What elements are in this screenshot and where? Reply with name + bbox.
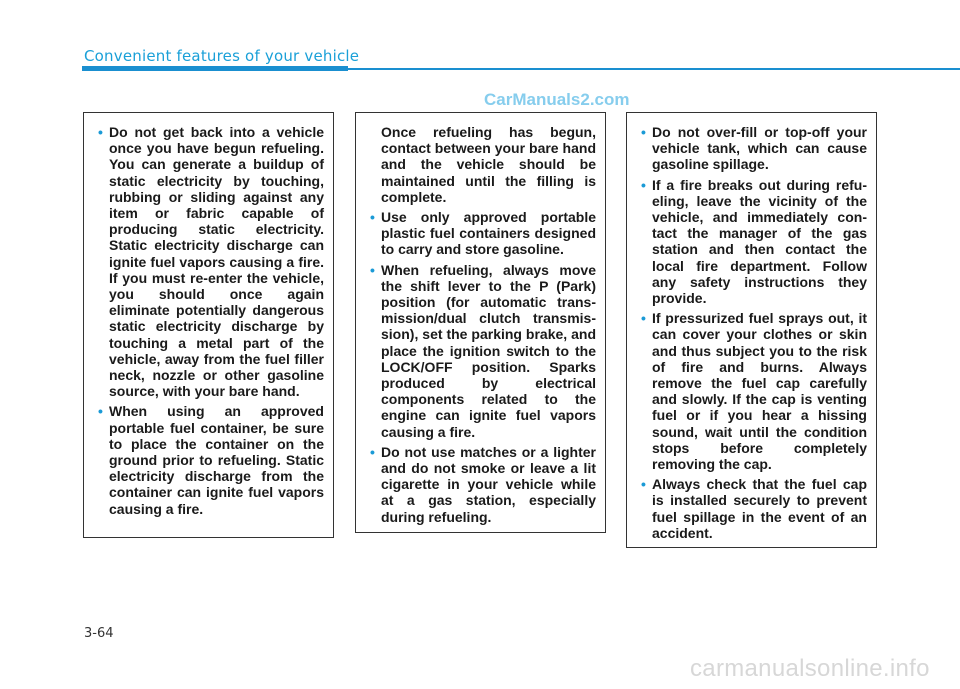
warning-item: • Do not get back into a vehicle once you have begun refueling. You can generate a buildup of static electricity by touching, rubbing or sliding against any item or fabric capable of producing static electricity. Static electricity discharge can ignite fuel vapors causing a fire. If you must re-enter the vehicle, you should once again eliminate potentially dangerous static electricity discharge by touching a metal part of the vehicle, away from the fuel filler neck, nozzle or other gasoline source, with your bare hand.	[98, 124, 324, 399]
warning-item: • Do not over-fill or top-off your vehicle tank, which can cause gasoline spillage.	[641, 124, 867, 173]
warning-item: • When using an approved portable fuel container, be sure to place the container on the ground prior to refueling. Static electricity discharge from the container can ignite fuel vapors causing a fire.	[98, 403, 324, 516]
watermark-footer: carmanualsonline.info	[690, 655, 930, 682]
watermark-logo-top: CarManuals2.com	[484, 90, 630, 109]
page-number: 3-64	[84, 626, 114, 641]
section-title: Convenient features of your vehicle	[84, 47, 360, 65]
warning-item: • Do not use matches or a lighter and do not smoke or leave a lit cigarette in your vehicle while at a gas station, especially during refueling.	[370, 444, 596, 525]
warning-item-continuation: Once refueling has begun, contact between your bare hand and the vehicle should be maintained until the filling is complete.	[381, 124, 596, 205]
warning-box-left	[83, 112, 334, 538]
warning-item: • Use only approved portable plastic fuel containers designed to carry and store gasoline.	[370, 209, 596, 258]
warning-item: • When refueling, always move the shift lever to the P (Park) position (for automatic transmission/dual clutch transmission), set the parking brake, and place the ignition switch to the LOCK/OFF position. Sparks produced by electrical components related to the engine can ignite fuel vapors causing a fire.	[370, 262, 596, 440]
warning-box-middle	[355, 112, 606, 533]
section-divider-line	[348, 68, 960, 70]
warning-item: • If pressurized fuel sprays out, it can cover your clothes or skin and thus subject you to the risk of fire and burns. Always remove the fuel cap carefully and slowly. If the cap is venting fuel or if you hear a hissing sound, wait until the condition stops before completely removing the cap.	[641, 310, 867, 472]
section-title-bar	[82, 66, 348, 71]
warning-item: • If a fire breaks out during refueling, leave the vicinity of the vehicle, and immediately contact the manager of the gas station and then contact the local fire department. Follow any safety instructions they provide.	[641, 177, 867, 307]
warning-item: • Always check that the fuel cap is installed securely to prevent fuel spillage in the event of an accident.	[641, 476, 867, 541]
warning-box-right	[626, 112, 877, 548]
